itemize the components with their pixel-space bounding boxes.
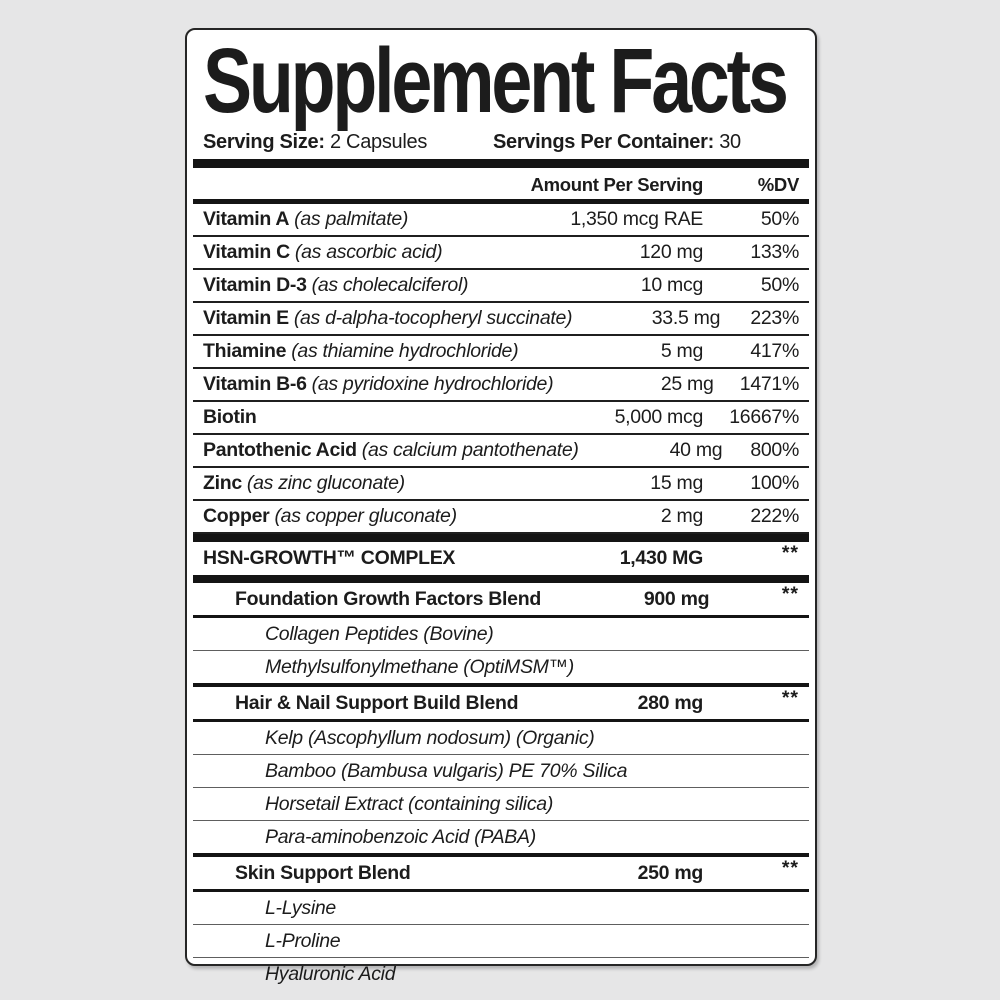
nutrient-dv: 100%: [750, 472, 799, 495]
blend-ingredient-row: [193, 618, 809, 651]
nutrient-name: Zinc: [203, 472, 242, 495]
blend-amount: 250 mg: [637, 862, 703, 885]
column-header-dv: %DV: [757, 174, 799, 196]
serving-size-label: Serving Size:: [203, 131, 325, 154]
nutrient-form: (as cholecalciferol): [311, 274, 469, 297]
ingredient-name: Collagen Peptides (Bovine): [265, 623, 494, 646]
nutrient-name: Pantothenic Acid: [203, 439, 357, 462]
nutrient-dv: 417%: [750, 340, 799, 363]
ingredient-name: Kelp (Ascophyllum nodosum) (Organic): [265, 727, 595, 750]
nutrient-form: (as pyridoxine hydrochloride): [311, 373, 554, 396]
nutrient-dv: 50%: [760, 274, 799, 297]
nutrient-name: Vitamin D-3: [203, 274, 307, 297]
nutrient-amount: 2 mg: [660, 505, 703, 528]
nutrient-form: (as zinc gluconate): [246, 472, 405, 495]
nutrient-name: Biotin: [203, 406, 257, 429]
serving-info: [203, 131, 799, 154]
serving-size-value: 2 Capsules: [329, 131, 428, 154]
nutrient-form: (as d-alpha-tocopheryl succinate): [293, 307, 573, 330]
nutrient-form: (as ascorbic acid): [294, 241, 443, 264]
blend-name: Foundation Growth Factors Blend: [235, 588, 541, 611]
blend-ingredient-row: [193, 651, 809, 687]
nutrient-name: Vitamin A: [203, 208, 290, 231]
nutrient-row: [193, 369, 809, 402]
ingredient-name: Bamboo (Bambusa vulgaris) PE 70% Silica: [265, 760, 628, 783]
servings-per-container-value: 30: [719, 131, 741, 154]
blend-ingredient-row: [193, 722, 809, 755]
blend-ingredient-row: [193, 755, 809, 788]
column-header-amount: Amount Per Serving: [530, 174, 703, 196]
nutrient-amount: 40 mg: [669, 439, 723, 462]
nutrient-amount: 33.5 mg: [651, 307, 721, 330]
complex-amount: 1,430 MG: [619, 547, 703, 570]
nutrient-amount: 5 mg: [660, 340, 703, 363]
nutrient-row: [193, 204, 809, 237]
nutrient-row: [193, 435, 809, 468]
nutrient-row: [193, 336, 809, 369]
nutrient-row: [193, 501, 809, 534]
nutrient-form: (as thiamine hydrochloride): [291, 340, 519, 363]
blend-header-row: [193, 583, 809, 618]
blend-dv-asterisks: **: [781, 687, 799, 710]
serving-size: [203, 131, 493, 154]
nutrient-dv: 222%: [750, 505, 799, 528]
nutrient-row: [193, 270, 809, 303]
supplement-facts-panel: [185, 28, 817, 986]
blend-name: Hair & Nail Support Build Blend: [235, 692, 519, 715]
nutrient-dv: 133%: [750, 241, 799, 264]
nutrient-form: (as palmitate): [294, 208, 409, 231]
divider-bar: [193, 575, 809, 583]
nutrient-form: (as copper gluconate): [274, 505, 457, 528]
column-header-row: [193, 168, 809, 204]
complex-name: HSN-GROWTH™ COMPLEX: [203, 547, 456, 570]
page-title-text: Supplement Facts: [203, 30, 786, 132]
nutrient-name: Thiamine: [203, 340, 287, 363]
blend-dv-asterisks: **: [781, 857, 799, 880]
blend-ingredient-row: [193, 925, 809, 958]
complex-row: [193, 542, 809, 575]
nutrient-row: [193, 303, 809, 336]
ingredient-name: Hyaluronic Acid: [265, 963, 396, 986]
blend-dv-asterisks: **: [781, 583, 799, 606]
blend-amount: 280 mg: [637, 692, 703, 715]
blend-ingredient-row: [193, 958, 809, 990]
nutrient-form: (as calcium pantothenate): [361, 439, 579, 462]
nutrient-dv: 223%: [750, 307, 799, 330]
nutrient-name: Copper: [203, 505, 270, 528]
nutrient-amount: 25 mg: [660, 373, 714, 396]
blend-header-row: [193, 687, 809, 722]
divider-thick-bar: [193, 159, 809, 168]
nutrient-dv: 1471%: [739, 373, 799, 396]
ingredient-name: L-Proline: [265, 930, 341, 953]
nutrient-dv: 16667%: [729, 406, 799, 429]
nutrient-amount: 120 mg: [639, 241, 703, 264]
blend-header-row: [193, 857, 809, 892]
ingredient-name: Horsetail Extract (containing silica): [265, 793, 554, 816]
blend-ingredient-row: [193, 892, 809, 925]
blend-name: Skin Support Blend: [235, 862, 411, 885]
page-title: [203, 30, 799, 132]
complex-dv-asterisks: **: [781, 542, 799, 565]
nutrient-dv: 50%: [760, 208, 799, 231]
divider-bar: [193, 534, 809, 542]
ingredient-name: L-Lysine: [265, 897, 336, 920]
nutrient-row: [193, 237, 809, 270]
nutrient-name: Vitamin E: [203, 307, 289, 330]
nutrient-amount: 15 mg: [650, 472, 703, 495]
servings-per-container-label: Servings Per Container:: [493, 131, 714, 154]
ingredient-name: Methylsulfonylmethane (OptiMSM™): [265, 656, 574, 679]
blend-ingredient-row: [193, 788, 809, 821]
ingredient-name: Para-aminobenzoic Acid (PABA): [265, 826, 536, 849]
nutrient-amount: 10 mcg: [640, 274, 703, 297]
nutrient-amount: 5,000 mcg: [614, 406, 703, 429]
blend-ingredient-row: [193, 821, 809, 857]
nutrient-name: Vitamin B-6: [203, 373, 307, 396]
nutrient-dv: 800%: [750, 439, 799, 462]
nutrient-name: Vitamin C: [203, 241, 290, 264]
nutrient-row: [193, 468, 809, 501]
blend-amount: 900 mg: [643, 588, 710, 611]
nutrient-amount: 1,350 mcg RAE: [570, 208, 703, 231]
nutrient-row: [193, 402, 809, 435]
servings-per-container: [493, 131, 741, 154]
